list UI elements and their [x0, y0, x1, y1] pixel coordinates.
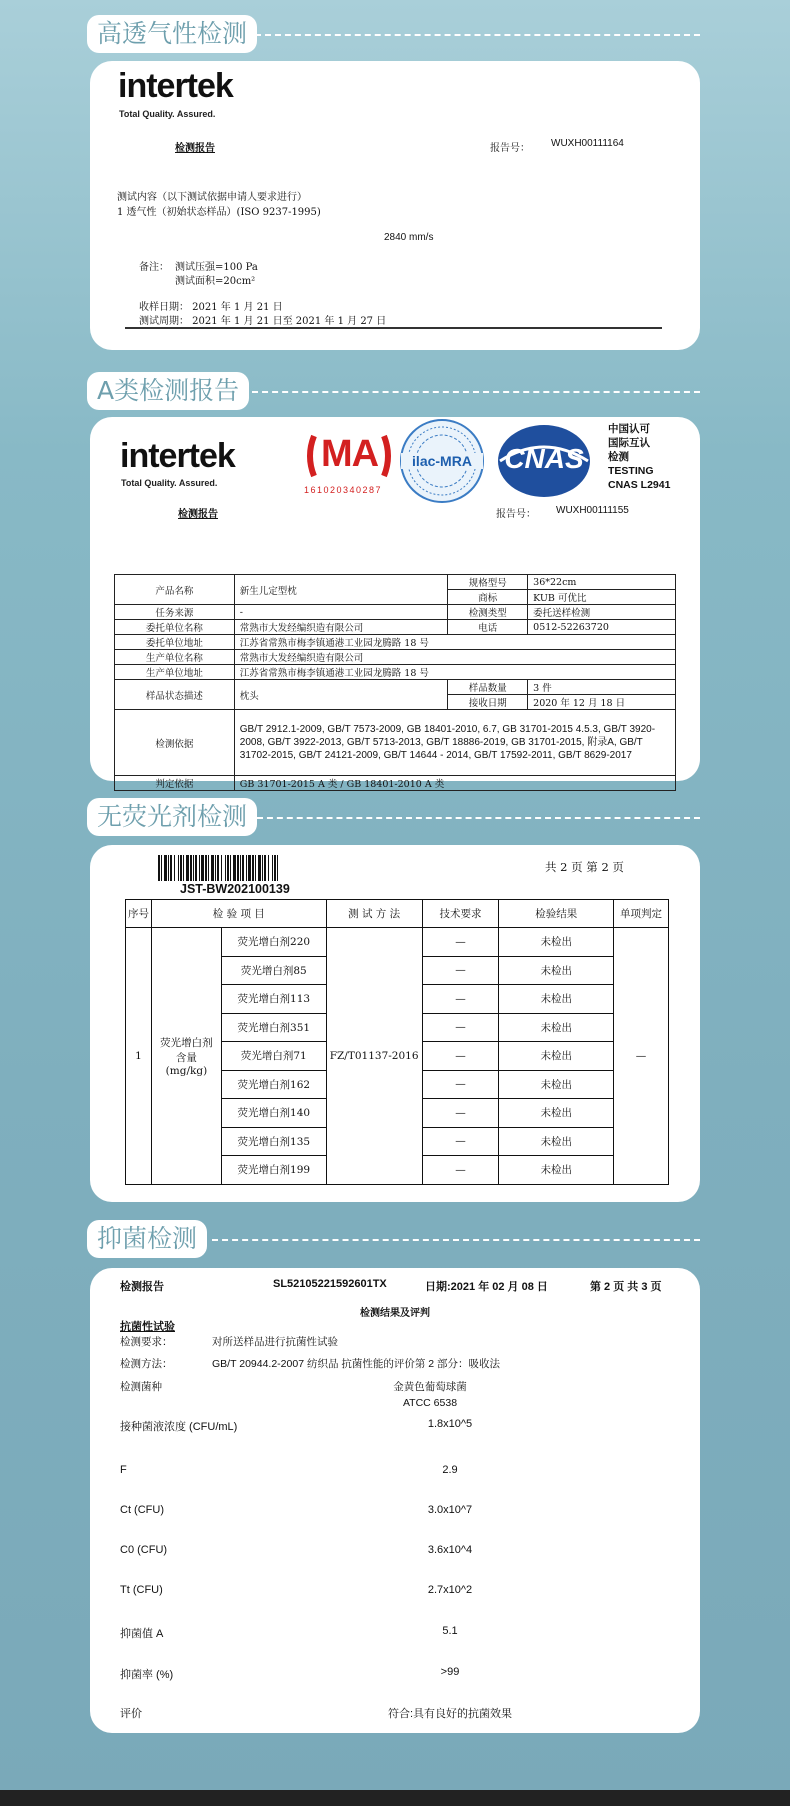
cell-value: 枕头: [234, 680, 448, 710]
test-value: 2840 mm/s: [384, 232, 434, 243]
remark-label: 备注：: [139, 262, 169, 273]
intertek-logo: intertek: [118, 67, 233, 105]
barcode-bar: [240, 855, 241, 881]
barcode-icon: [158, 855, 282, 881]
barcode-bar: [158, 855, 160, 881]
result-value: >99: [440, 1666, 460, 1678]
section-title: 抑菌检测: [87, 1220, 207, 1258]
item-req: —: [422, 1013, 499, 1042]
cell-label: 检测类型: [448, 605, 528, 620]
table-header: 序号: [126, 900, 152, 928]
result-label: 抑菌值 A: [120, 1628, 164, 1640]
item-name: 荧光增白剂162: [221, 1070, 326, 1099]
item-name: 荧光增白剂113: [221, 985, 326, 1014]
cma-text: MA: [321, 433, 379, 475]
strain-label: 检测菌种: [120, 1381, 162, 1393]
logo-tagline: Total Quality. Assured.: [119, 109, 216, 119]
result-label: 抑菌率 (%): [120, 1669, 174, 1681]
barcode-bar: [186, 855, 189, 881]
cell-value: 江苏省常熟市梅李镇通港工业园龙腾路 18 号: [234, 635, 675, 650]
barcode-bar: [227, 855, 229, 881]
section-divider: [257, 817, 700, 819]
page-indicator: 第 2 页 共 3 页: [590, 1281, 662, 1293]
result-label: Tt (CFU): [120, 1584, 163, 1596]
item-req: —: [422, 928, 499, 957]
report-heading: 检测报告: [175, 143, 215, 154]
item-name: 荧光增白剂71: [221, 1042, 326, 1071]
accreditation-line: 国际互认: [608, 437, 650, 449]
section-divider: [252, 391, 700, 393]
barcode-bar: [237, 855, 239, 881]
remark-pressure: 测试压强=100 Pa: [175, 262, 258, 273]
barcode-bar: [161, 855, 162, 881]
cell-label: 样品数量: [448, 680, 528, 695]
cell-value: 2020 年 12 月 18 日: [528, 695, 676, 710]
section-divider: [255, 34, 700, 36]
item-name: 荧光增白剂135: [221, 1127, 326, 1156]
seq-cell: 1: [126, 928, 152, 1185]
requirement-label: 检测要求：: [120, 1336, 173, 1348]
result-row: [120, 1584, 680, 1596]
result-row: [120, 1705, 680, 1721]
section-header-antibacterial: [0, 1220, 790, 1260]
requirement-value: 对所送样品进行抗菌性试验: [212, 1336, 338, 1348]
test-item: 1 透气性（初始状态样品）(ISO 9237-1995): [117, 207, 321, 218]
cell-label: 规格型号: [448, 575, 528, 590]
accreditation-line: 中国认可: [608, 423, 650, 435]
result-label: Ct (CFU): [120, 1504, 164, 1516]
barcode-bar: [258, 855, 261, 881]
report-heading: 检测报告: [120, 1281, 164, 1293]
report-heading: 检测报告: [178, 509, 218, 520]
barcode-bar: [199, 855, 200, 881]
class-a-report-card: [90, 417, 700, 790]
cell-label: 判定依据: [115, 776, 235, 791]
cell-value: 3 件: [528, 680, 676, 695]
group-cell: 荧光增白剂含量(mg/kg): [151, 928, 221, 1185]
logo-tagline: Total Quality. Assured.: [121, 478, 218, 488]
page-indicator: 共 2 页 第 2 页: [545, 860, 624, 874]
report-no: SL52105221592601TX: [273, 1278, 387, 1290]
report-no-label: 报告号：: [490, 143, 530, 154]
table-header: 单项判定: [614, 900, 669, 928]
fluorescent-table: [125, 899, 669, 1185]
barcode-bar: [178, 855, 179, 881]
cell-label: 委托单位名称: [115, 620, 235, 635]
item-result: 未检出: [499, 1156, 614, 1185]
section-header-fluorescent: [0, 798, 790, 838]
result-value: 3.0x10^7: [427, 1504, 473, 1516]
result-value: 1.8x10^5: [427, 1418, 473, 1430]
barcode-bar: [211, 855, 214, 881]
cell-label: 生产单位地址: [115, 665, 235, 680]
accreditation-line: TESTING: [608, 465, 654, 477]
result-value: 5.1: [442, 1625, 458, 1637]
strain-name: 金黄色葡萄球菌: [393, 1381, 467, 1393]
intertek-logo: intertek: [120, 437, 235, 475]
strain-code: ATCC 6538: [402, 1397, 458, 1409]
item-result: 未检出: [499, 1070, 614, 1099]
footer-rule: [125, 327, 662, 329]
barcode-bar: [217, 855, 219, 881]
table-header: 测 试 方 法: [326, 900, 422, 928]
barcode-bar: [201, 855, 204, 881]
cell-label: 接收日期: [448, 695, 528, 710]
cell-value: 36*22cm: [528, 575, 676, 590]
item-req: —: [422, 1156, 499, 1185]
item-req: —: [422, 985, 499, 1014]
method-cell: FZ/T01137-2016: [326, 928, 422, 1185]
result-label: 评价: [120, 1708, 142, 1720]
fluorescent-report-card: [90, 845, 700, 1202]
cell-label: 产品名称: [115, 575, 235, 605]
item-name: 荧光增白剂220: [221, 928, 326, 957]
method-value: GB/T 20944.2-2007 纺织品 抗菌性能的评价第 2 部分：吸收法: [212, 1358, 501, 1370]
section-header-class-a: [0, 372, 790, 412]
cell-value: GB 31701-2015 A 类 / GB 18401-2010 A 类: [234, 776, 675, 791]
barcode-bar: [246, 855, 247, 881]
report-no: WUXH00111155: [556, 505, 629, 516]
result-row: [120, 1544, 680, 1556]
result-value: 2.9: [442, 1464, 458, 1476]
item-req: —: [422, 1042, 499, 1071]
table-header: 检 验 项 目: [151, 900, 326, 928]
result-value: 符合:具有良好的抗菌效果: [387, 1708, 513, 1720]
barcode-bar: [225, 855, 226, 881]
cell-value: -: [234, 605, 448, 620]
barcode-bar: [242, 855, 244, 881]
barcode-bar: [277, 855, 278, 881]
ilac-text: ilac-MRA: [401, 453, 483, 469]
barcode-bar: [174, 855, 175, 881]
item-name: 荧光增白剂199: [221, 1156, 326, 1185]
section-heading: 抗菌性试验: [120, 1320, 175, 1333]
section-title: 无荧光剂检测: [87, 798, 257, 836]
item-name: 荧光增白剂85: [221, 956, 326, 985]
section-title: 高透气性检测: [87, 15, 257, 53]
verdict-cell: —: [614, 928, 669, 1185]
cnas-text: CNAS: [504, 443, 584, 474]
barcode-bar: [252, 855, 254, 881]
result-row: [120, 1625, 680, 1641]
barcode-bar: [193, 855, 194, 881]
accreditation-line: CNAS L2941: [608, 479, 671, 491]
barcode-bar: [233, 855, 236, 881]
cell-value: KUB 可优比: [528, 590, 676, 605]
cell-label: 检测依据: [115, 710, 235, 776]
received-date: 收样日期： 2021 年 1 月 21 日: [139, 302, 283, 313]
cell-value: 委托送样检测: [528, 605, 676, 620]
item-result: 未检出: [499, 1127, 614, 1156]
barcode-bar: [168, 855, 169, 881]
table-row: [126, 928, 669, 957]
report-no: WUXH00111164: [551, 138, 624, 149]
barcode-bar: [170, 855, 172, 881]
cell-value: 常熟市大发经编织造有限公司: [234, 620, 448, 635]
table-header: 技术要求: [422, 900, 499, 928]
cell-value: 新生儿定型枕: [234, 575, 448, 605]
item-req: —: [422, 1070, 499, 1099]
report-date: 日期:2021 年 02 月 08 日: [425, 1281, 548, 1293]
table-header: 检验结果: [499, 900, 614, 928]
cell-label: 样品状态描述: [115, 680, 235, 710]
cell-label: 电话: [448, 620, 528, 635]
item-result: 未检出: [499, 928, 614, 957]
test-period: 测试周期： 2021 年 1 月 21 日至 2021 年 1 月 27 日: [139, 316, 387, 327]
barcode-bar: [255, 855, 256, 881]
cell-label: 生产单位名称: [115, 650, 235, 665]
barcode-bar: [164, 855, 167, 881]
cell-label: 商标: [448, 590, 528, 605]
method-label: 检测方法：: [120, 1358, 173, 1370]
cell-label: 委托单位地址: [115, 635, 235, 650]
item-result: 未检出: [499, 1042, 614, 1071]
barcode-bar: [248, 855, 251, 881]
report-no-label: 报告号：: [496, 509, 536, 520]
item-req: —: [422, 1127, 499, 1156]
barcode-bar: [215, 855, 216, 881]
remark-area: 测试面积=20cm²: [175, 276, 256, 287]
accreditation-text: [608, 422, 670, 492]
result-row: [120, 1464, 680, 1476]
breathability-report-card: [90, 61, 700, 350]
cell-value: 常熟市大发经编织造有限公司: [234, 650, 675, 665]
item-req: —: [422, 1099, 499, 1128]
barcode-bar: [272, 855, 273, 881]
cell-value: GB/T 2912.1-2009, GB/T 7573-2009, GB 18401-2010, 6.7, GB 31701-2015 4.5.3, GB/T 3920-2008, GB/T 3922-2013, GB/T 5713-2013, GB/T 18886-2019, GB 31701-2015, 附录A, GB/T 31702-2015, GB/T 24121-2009, GB/T 14644 - 2014, GB/T 17592-2011, GB/T 8629-2017: [234, 710, 675, 776]
cma-number: 161020340287: [304, 485, 383, 495]
result-value: 2.7x10^2: [427, 1584, 473, 1596]
barcode-bar: [205, 855, 207, 881]
item-name: 荧光增白剂351: [221, 1013, 326, 1042]
item-result: 未检出: [499, 985, 614, 1014]
result-row: [120, 1418, 680, 1434]
section-divider: [212, 1239, 700, 1241]
barcode-bar: [274, 855, 276, 881]
item-result: 未检出: [499, 1013, 614, 1042]
item-name: 荧光增白剂140: [221, 1099, 326, 1128]
antibacterial-report-card: [90, 1268, 700, 1733]
section-header-breathability: [0, 15, 790, 55]
barcode-bar: [208, 855, 209, 881]
barcode-text: JST-BW202100139: [180, 882, 290, 896]
barcode-bar: [195, 855, 197, 881]
section-title: A类检测报告: [87, 372, 249, 410]
barcode-bar: [264, 855, 266, 881]
item-req: —: [422, 956, 499, 985]
barcode-bar: [230, 855, 231, 881]
result-label: C0 (CFU): [120, 1544, 168, 1556]
product-info-table: [114, 574, 676, 791]
result-label: F: [120, 1464, 127, 1476]
barcode-bar: [180, 855, 182, 881]
cell-value: 江苏省常熟市梅李镇通港工业园龙腾路 18 号: [234, 665, 675, 680]
cell-label: 任务来源: [115, 605, 235, 620]
item-result: 未检出: [499, 1099, 614, 1128]
barcode-bar: [262, 855, 263, 881]
barcode-bar: [190, 855, 192, 881]
result-row: [120, 1666, 680, 1682]
page-bottom-bar: [0, 1790, 790, 1806]
test-content-label: 测试内容（以下测试依据申请人要求进行）: [117, 192, 307, 203]
result-row: [120, 1504, 680, 1516]
barcode-bar: [268, 855, 269, 881]
accreditation-line: 检测: [608, 451, 629, 463]
barcode-bar: [221, 855, 222, 881]
item-result: 未检出: [499, 956, 614, 985]
barcode-bar: [183, 855, 184, 881]
result-value: 3.6x10^4: [427, 1544, 473, 1556]
cell-value: 0512-52263720: [528, 620, 676, 635]
result-subtitle: 检测结果及评判: [360, 1308, 430, 1319]
result-label: 接种菌液浓度 (CFU/mL): [120, 1421, 238, 1433]
